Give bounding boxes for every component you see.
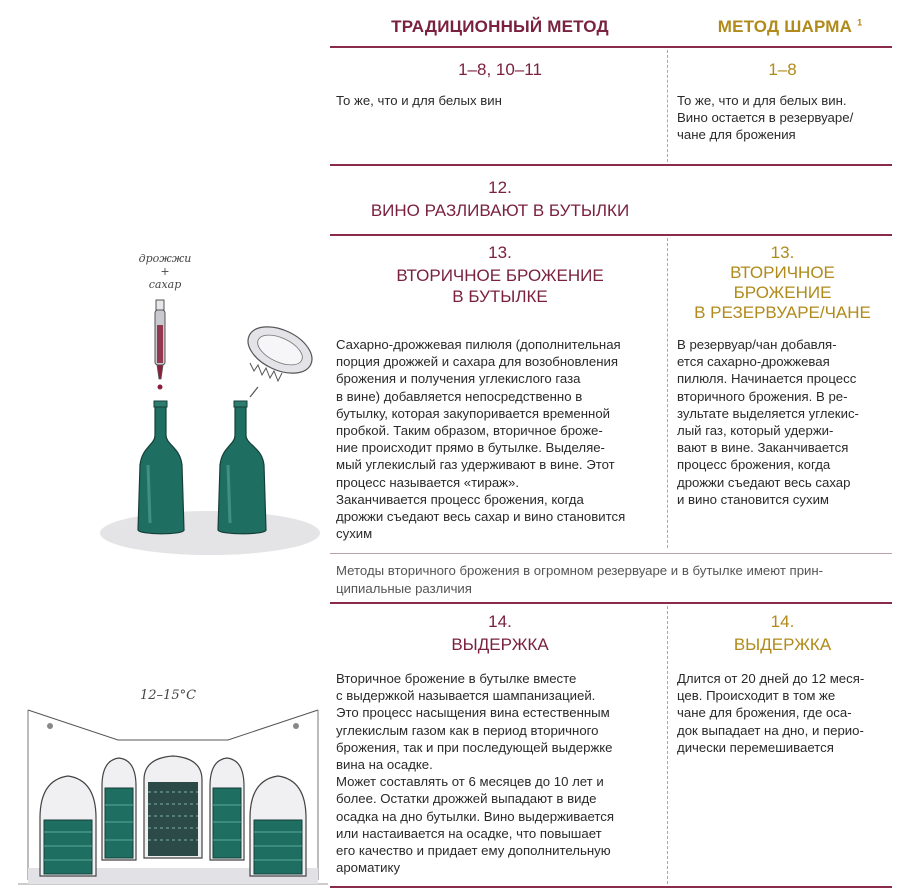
barrel-rack-right-icon — [250, 776, 306, 876]
bottom-rule — [330, 886, 892, 888]
bottle-rack-center-icon — [144, 756, 202, 858]
trad-steps-1-8: 1–8, 10–11 — [458, 60, 542, 79]
step-12-number: 12. — [488, 178, 512, 197]
column-divider-row14 — [667, 606, 669, 884]
trad-step-13-text: Сахарно-дрожжевая пилюля (дополнительная порция дрожжей и сахара для возобновления брожения и получения углекислого газа в вине) добавляется непосредственно в бутылку, которая закупоривается временной пробкой. Таким образом, вторичное броже- ние происходит прямо в бутылке. Выделяе- мый углекислый газ удерживают в вине. Этот процесс называется «тираж». Заканчивается процесс брожения, когда дрожжи съедают весь сахар и вино становится сухим — [336, 337, 626, 542]
trad-step-14-title: ВЫДЕРЖКА — [451, 635, 549, 654]
bottle-shadow — [100, 511, 320, 555]
header-rule — [330, 46, 892, 48]
row12-rule — [330, 234, 892, 236]
yeast-label: дрожжи — [138, 252, 192, 265]
column-divider-row1 — [667, 50, 669, 162]
charmat-steps-1-8: 1–8 — [768, 60, 797, 79]
charmat-footnote-mark: 1 — [857, 17, 863, 28]
cap-arrow-icon — [250, 387, 258, 397]
trad-step-13-number: 13. — [488, 243, 512, 262]
trad-row1-text: То же, что и для белых вин — [336, 93, 502, 108]
traditional-method-header: ТРАДИЦИОННЫЙ МЕТОД — [391, 17, 609, 36]
charmat-step-14-title: ВЫДЕРЖКА — [733, 635, 832, 654]
lamp-icon — [47, 723, 53, 729]
trad-step-14-text: Вторичное брожение в бутылке вместе с выдержкой называется шампанизацией. Это процесс насыщения вина естественным углекислым газом как в период вторичного брожения, так и при последующей выдержке вина на осадке. Может составлять от 6 месяцев до 10 лет и более. Остатки дрожжей выпадают в виде осадка на дно бутылки. Вино выдерживается или настаивается на осадке, что повышает его качество и придает ему дополнительную ароматику — [336, 671, 614, 876]
open-bottle-icon — [138, 401, 184, 534]
charmat-step-13-number: 13. — [770, 243, 795, 262]
note-top-rule — [330, 553, 892, 554]
bottles-illustration — [100, 295, 340, 565]
trad-step-14-number: 14. — [488, 612, 512, 631]
step-12-title: ВИНО РАЗЛИВАЮТ В БУТЫЛКИ — [370, 201, 630, 220]
barrel-rack-right2-icon — [210, 758, 244, 860]
barrel-rack-left-icon — [40, 776, 96, 876]
row1-rule — [330, 164, 892, 166]
sugar-label: сахар — [148, 278, 182, 291]
trad-step-13-title: ВТОРИЧНОЕ БРОЖЕНИЕ В БУТЫЛКЕ — [396, 266, 604, 306]
cellar-temperature-label: 12–15°C — [140, 688, 197, 703]
row13-rule — [330, 602, 892, 604]
cellar-illustration — [18, 700, 328, 890]
charmat-row1-text: То же, что и для белых вин. Вино остается в резервуаре/ чане для брожения — [677, 93, 854, 143]
secondary-fermentation-note: Методы вторичного брожения в огромном резервуаре и в бутылке имеют прин- ципиальные различия — [336, 563, 824, 596]
yeast-sugar-label — [130, 252, 200, 291]
charmat-step-14-number: 14. — [770, 612, 795, 631]
barrel-rack-left2-icon — [102, 758, 136, 860]
charmat-step-13-title: ВТОРИЧНОЕ БРОЖЕНИЕ В РЕЗЕРВУАРЕ/ЧАНЕ — [694, 263, 871, 322]
crown-cap-icon — [241, 318, 320, 383]
pipette-icon — [155, 300, 165, 390]
column-divider-row13 — [667, 238, 669, 548]
charmat-step-13-text: В резервуар/чан добавля- ется сахарно-дрожжевая пилюля. Начинается процесс вторичного брожения. В ре- зультате выделяется углекис- лый газ, который удержи- вают в вине. Заканчивается процесс брожения, когда дрожжи съедают весь сахар и вино становится сухим — [677, 337, 859, 507]
charmat-step-14-text: Длится от 20 дней до 12 меся- цев. Происходит в том же чане для брожения, где оса- док выпадает на дно, и перио- дически перемешивается — [677, 671, 865, 755]
plus-label: + — [160, 265, 170, 278]
lamp-icon — [293, 723, 299, 729]
charmat-header-label: МЕТОД ШАРМА — [717, 17, 853, 36]
capped-bottle-icon — [218, 401, 266, 534]
charmat-method-header — [690, 17, 890, 37]
